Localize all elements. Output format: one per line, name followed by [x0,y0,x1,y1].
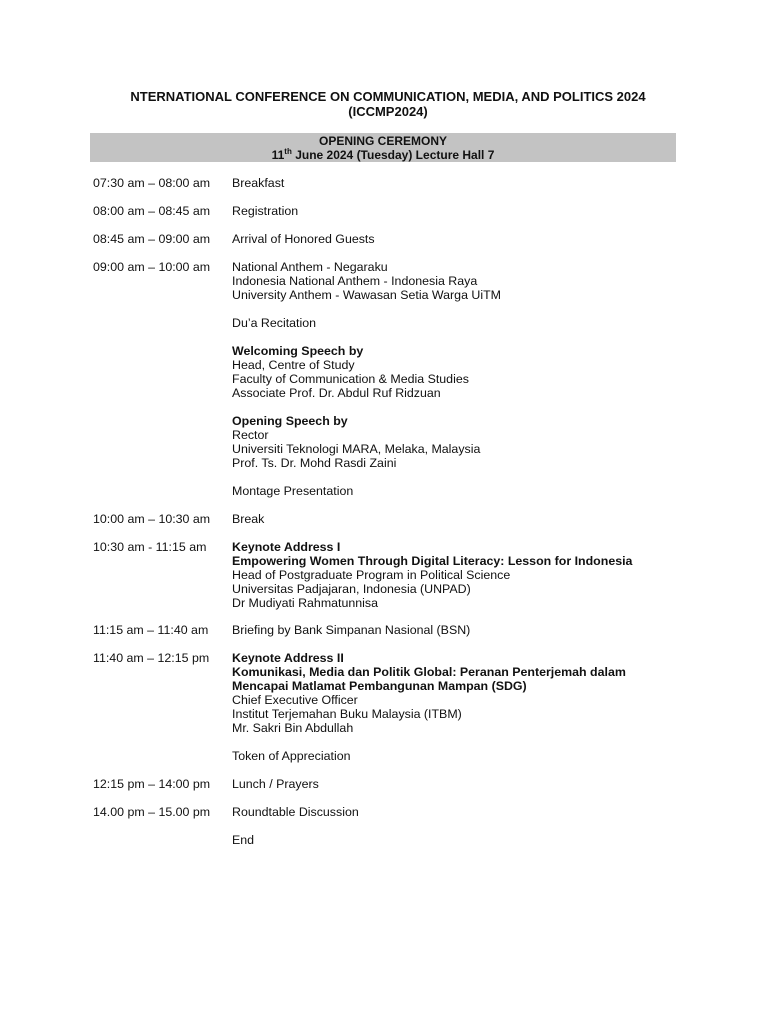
keynote-topic: Mencapai Matlamat Pembangunan Mampan (SDG) [232,679,527,693]
schedule-item [232,512,692,526]
schedule-item-line: Registration [232,204,299,218]
schedule-end: End [232,833,255,847]
opening-ceremony-heading: OPENING CEREMONY [318,134,447,148]
schedule-item-line: Breakfast [232,176,285,190]
schedule-item-line: Roundtable Discussion [232,805,359,819]
schedule-item [232,833,692,847]
opening-speech-line: Rector [232,428,269,442]
opening-speech-heading: Opening Speech by [232,414,348,428]
keynote-heading: Keynote Address II [232,651,344,665]
anthem-line: National Anthem - Negaraku [232,260,388,274]
schedule-time: 14.00 pm – 15.00 pm [93,805,211,819]
schedule-time: 11:15 am – 11:40 am [93,623,209,637]
conference-title-line1: NTERNATIONAL CONFERENCE ON COMMUNICATION, MEDIA, AND POLITICS 2024 [130,89,646,104]
anthem-line: Indonesia National Anthem - Indonesia Raya [232,274,478,288]
schedule-item [232,651,692,763]
opening-speech-line: Universiti Teknologi MARA, Melaka, Malaysia [232,442,481,456]
opening-speech-line: Prof. Ts. Dr. Mohd Rasdi Zaini [232,456,397,470]
schedule-time: 08:45 am – 09:00 am [93,232,211,246]
conference-title-line2: (ICCMP2024) [348,104,428,119]
montage-presentation: Montage Presentation [232,484,354,498]
opening-ceremony-banner [90,133,676,162]
schedule-time: 09:00 am – 10:00 am [93,260,211,274]
keynote-line: Mr. Sakri Bin Abdullah [232,721,354,735]
schedule-item [232,232,692,246]
keynote-line: Chief Executive Officer [232,693,358,707]
schedule-item [232,777,692,791]
keynote-line: Universitas Padjajaran, Indonesia (UNPAD) [232,582,471,596]
schedule-time: 11:40 am – 12:15 pm [93,651,210,665]
schedule-item [232,623,692,637]
keynote-heading: Keynote Address I [232,540,341,554]
schedule-item [232,805,692,819]
schedule-time: 07:30 am – 08:00 am [93,176,211,190]
keynote-topic: Empowering Women Through Digital Literacy: Lesson for Indonesia [232,554,633,568]
schedule-item-line: Briefing by Bank Simpanan Nasional (BSN) [232,623,471,637]
schedule-time: 10:00 am – 10:30 am [93,512,211,526]
conference-title [80,89,696,119]
keynote-line: Head of Postgraduate Program in Political Science [232,568,511,582]
ceremony-date-rest: June 2024 (Tuesday) Lecture Hall 7 [291,148,495,162]
schedule-time: 12:15 pm – 14:00 pm [93,777,211,791]
schedule-time: 08:00 am – 08:45 am [93,204,211,218]
anthem-line: University Anthem - Wawasan Setia Warga UiTM [232,288,501,302]
schedule-item [232,204,692,218]
schedule-item-line: Lunch / Prayers [232,777,319,791]
dua-recitation: Du’a Recitation [232,316,317,330]
keynote-topic: Komunikasi, Media dan Politik Global: Peranan Penterjemah dalam [232,665,626,679]
keynote-line: Dr Mudiyati Rahmatunnisa [232,596,378,610]
ceremony-date-day: 11 [271,148,285,162]
schedule-item-line: Arrival of Honored Guests [232,232,375,246]
welcoming-speech-line: Head, Centre of Study [232,358,355,372]
welcoming-speech-line: Faculty of Communication & Media Studies [232,372,469,386]
ceremony-date-venue [90,148,676,162]
schedule-item-line: Break [232,512,265,526]
keynote-line: Institut Terjemahan Buku Malaysia (ITBM) [232,707,462,721]
welcoming-speech-line: Associate Prof. Dr. Abdul Ruf Ridzuan [232,386,441,400]
token-of-appreciation: Token of Appreciation [232,749,351,763]
ceremony-date-suffix: th [284,147,292,156]
schedule-time: 10:30 am - 11:15 am [93,540,207,554]
welcoming-speech-heading: Welcoming Speech by [232,344,364,358]
schedule-item [232,176,692,190]
schedule-item [232,540,692,610]
schedule-item [232,260,692,498]
